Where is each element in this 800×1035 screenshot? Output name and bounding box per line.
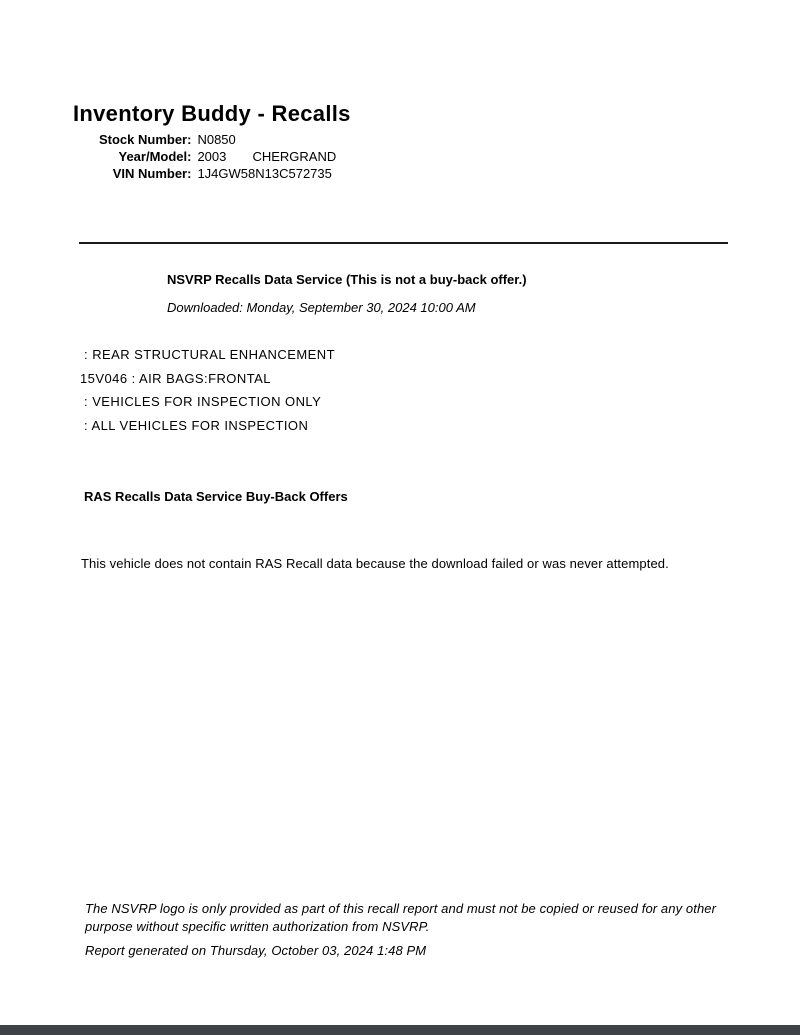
recall-item	[80, 347, 335, 371]
page-edge-bar	[0, 1025, 800, 1035]
horizontal-divider	[79, 242, 728, 244]
recall-separator: :	[80, 347, 93, 362]
vin-number-label: VIN Number:	[112, 166, 192, 181]
model-value: CHERGRAND	[252, 149, 337, 164]
stock-number-label: Stock Number:	[98, 132, 192, 147]
recall-item	[80, 371, 335, 395]
page-title: Inventory Buddy - Recalls	[73, 100, 351, 126]
recall-description: REAR STRUCTURAL ENHANCEMENT	[92, 347, 335, 362]
recall-description: ALL VEHICLES FOR INSPECTION	[91, 417, 309, 433]
recall-code: 15V046	[80, 370, 128, 386]
stock-number-value: N0850	[197, 132, 236, 147]
recall-separator: :	[80, 394, 93, 409]
year-value: 2003	[197, 149, 227, 164]
ras-section-heading: RAS Recalls Data Service Buy-Back Offers	[84, 489, 348, 504]
recall-item	[80, 394, 335, 418]
nsvrp-downloaded-timestamp: Downloaded: Monday, September 30, 2024 10:00 AM	[167, 300, 476, 315]
recall-separator: :	[80, 417, 92, 433]
vin-number-row	[0, 151, 332, 196]
recall-description: AIR BAGS:FRONTAL	[139, 370, 271, 386]
vin-number-value: 1J4GW58N13C572735	[197, 166, 332, 181]
year-model-label: Year/Model:	[118, 149, 192, 164]
recall-separator: :	[127, 370, 139, 386]
report-generated-timestamp: Report generated on Thursday, October 03, 2024 1:48 PM	[85, 943, 427, 958]
recall-item	[80, 418, 335, 442]
recall-description: VEHICLES FOR INSPECTION ONLY	[92, 394, 322, 409]
ras-status-message: This vehicle does not contain RAS Recall data because the download failed or was never attempted.	[81, 556, 669, 571]
footer-disclaimer: The NSVRP logo is only provided as part of this recall report and must not be copied or reused for any other purpose without specific written authorization from NSVRP.	[85, 901, 717, 934]
nsvrp-recall-list	[80, 347, 335, 441]
nsvrp-section-heading: NSVRP Recalls Data Service (This is not a buy-back offer.)	[167, 272, 527, 287]
